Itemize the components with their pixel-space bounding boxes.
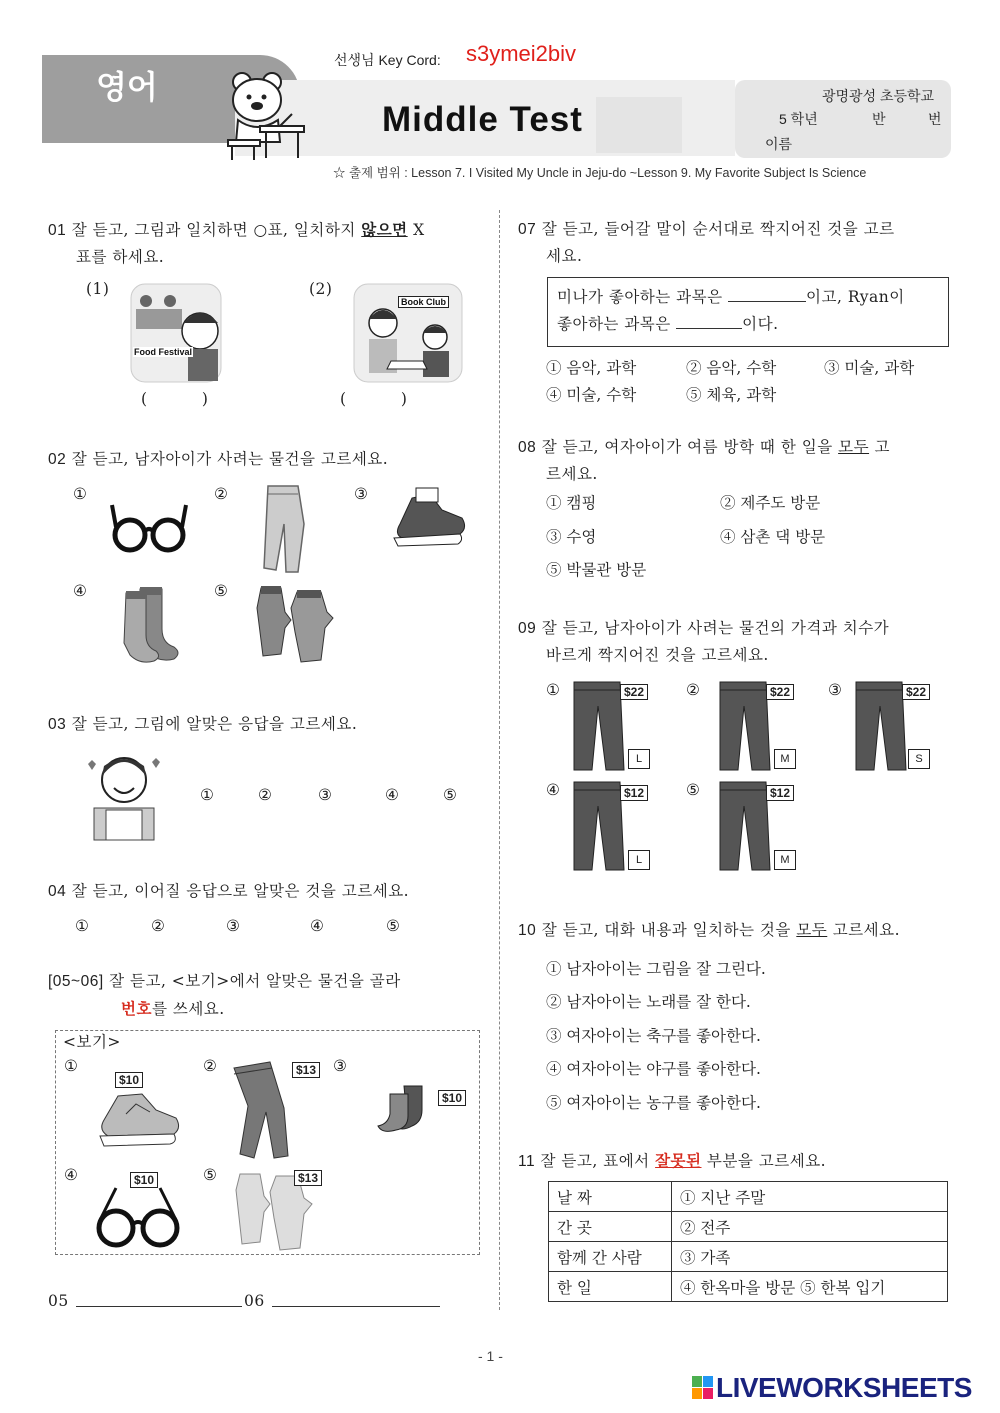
q07-sentence-line-2: 좋아하는 과목은 이다. [557, 311, 779, 338]
q01-answer-1[interactable]: ( ) [141, 390, 209, 408]
answer-05-blank[interactable] [76, 1306, 242, 1307]
table-key: 한 일 [549, 1272, 672, 1302]
jeans-price-5: $12 [766, 785, 794, 801]
q09-choice-2[interactable]: ② [686, 681, 701, 699]
q08-option-2[interactable]: ② 제주도 방문 [720, 494, 821, 512]
key-code-label: 선생님 Key Cord: [334, 52, 441, 68]
food-festival-picture [130, 283, 222, 383]
gloves-icon [251, 584, 335, 666]
q03-choice-1[interactable]: ① [200, 786, 215, 804]
liveworksheets-brand[interactable]: LIVEWORKSHEETS [716, 1372, 972, 1403]
q04-prompt: 04 잘 듣고, 이어질 응답으로 알맞은 것을 고르세요. [48, 882, 410, 900]
price-tag-1: $10 [115, 1072, 143, 1088]
q08-emphasis: 모두 [838, 438, 870, 456]
number-label: 번 [928, 111, 942, 127]
table-key: 간 곳 [549, 1212, 672, 1242]
q04-choice-2[interactable]: ② [151, 917, 166, 935]
q07-option-1[interactable]: ① 음악, 과학 [546, 359, 637, 377]
q04-choice-5[interactable]: ⑤ [386, 917, 401, 935]
sneakers-icon [390, 484, 470, 556]
q07-blank-2[interactable] [676, 312, 742, 329]
q10-option-1[interactable]: ① 남자아이는 그림을 잘 그린다. [546, 960, 766, 978]
grade-label: 5 학년 [779, 111, 818, 127]
table-row [549, 1242, 948, 1272]
q08-prompt: 08 잘 듣고, 여자아이가 여름 방학 때 한 일을 모두 고 르세요. [518, 438, 890, 483]
q02-choice-2[interactable]: ② [214, 485, 229, 503]
answer-06-label: 06 [244, 1292, 265, 1310]
table-value[interactable]: ③ 가족 [672, 1242, 948, 1272]
example-box-title: <보기> [63, 1033, 121, 1051]
jeans-size-2: M [774, 749, 796, 769]
exam-scope: ☆ 출제 범위 : Lesson 7. I Visited My Uncle in Jeju-do ~Lesson 9. My Favorite Subject Is Science [333, 166, 867, 180]
q08-option-1[interactable]: ① 캠핑 [546, 494, 597, 512]
answer-05-label: 05 [48, 1292, 69, 1310]
bear-mascot-icon [220, 70, 310, 162]
q10-option-2[interactable]: ② 남자아이는 노래를 잘 한다. [546, 993, 751, 1011]
q01-answer-2[interactable]: ( ) [340, 390, 408, 408]
q02-choice-4[interactable]: ④ [73, 582, 88, 600]
jeans-size-4: L [628, 850, 650, 870]
book-club-caption: Book Club [398, 296, 449, 308]
q03-choice-4[interactable]: ④ [385, 786, 400, 804]
example-choice-5: ⑤ [203, 1166, 218, 1184]
q02-choice-5[interactable]: ⑤ [214, 582, 229, 600]
table-row [549, 1182, 948, 1212]
example-choice-4: ④ [64, 1166, 79, 1184]
name-label: 이름 [765, 136, 793, 152]
price-tag-2: $13 [292, 1062, 320, 1078]
q09-prompt: 09 잘 듣고, 남자아이가 사려는 물건의 가격과 치수가 바르게 짝지어진 것을 고르세요. [518, 619, 890, 664]
q03-prompt: 03 잘 듣고, 그림에 알맞은 응답을 고르세요. [48, 715, 358, 733]
jeans-price-3: $22 [902, 684, 930, 700]
table-key: 함께 간 사람 [549, 1242, 672, 1272]
q01-number: 01 [48, 222, 67, 239]
boy-with-book-picture [78, 748, 170, 844]
food-festival-caption: Food Festival [134, 347, 193, 357]
table-key: 날 짜 [549, 1182, 672, 1212]
socks-icon [112, 585, 184, 665]
q07-option-3[interactable]: ③ 미술, 과학 [824, 359, 915, 377]
jeans-size-1: L [628, 749, 650, 769]
q10-emphasis: 모두 [796, 921, 828, 939]
q10-option-3[interactable]: ③ 여자아이는 축구를 좋아한다. [546, 1027, 761, 1045]
price-tag-3: $10 [438, 1090, 466, 1106]
q08-option-4[interactable]: ④ 삼촌 댁 방문 [720, 528, 826, 546]
glasses-icon [96, 1178, 180, 1254]
table-row [549, 1272, 948, 1302]
liveworksheets-logo-icon [692, 1376, 714, 1400]
q07-prompt: 07 잘 듣고, 들어갈 말이 순서대로 짝지어진 것을 고르 세요. [518, 220, 895, 265]
q07-sentence-line-1: 미나가 좋아하는 과목은 이고, Ryan이 [557, 284, 905, 311]
socks-icon [374, 1080, 438, 1136]
example-choice-2: ② [203, 1057, 218, 1075]
q09-choice-3[interactable]: ③ [828, 681, 843, 699]
q10-prompt: 10 잘 듣고, 대화 내용과 일치하는 것을 모두 고르세요. [518, 921, 901, 939]
q0506-red-word: 번호 [121, 999, 152, 1018]
jeans-size-3: S [908, 749, 930, 769]
q09-choice-4[interactable]: ④ [546, 781, 561, 799]
pants-icon [262, 484, 320, 574]
class-label: 반 [872, 111, 886, 127]
q07-blank-1[interactable] [728, 285, 806, 302]
jeans-price-2: $22 [766, 684, 794, 700]
q04-choice-1[interactable]: ① [75, 917, 90, 935]
answer-06-blank[interactable] [272, 1306, 440, 1307]
key-code-value[interactable]: s3ymei2biv [466, 41, 577, 66]
subject-label: 영어 [96, 69, 158, 105]
q01-label-1: (1) [86, 280, 110, 298]
q01-prompt: 01 잘 듣고, 그림과 일치하면 ○표, 일치하지 않으면 X 표를 하세요. [48, 220, 425, 266]
table-value[interactable]: ② 전주 [672, 1212, 948, 1242]
q07-option-4[interactable]: ④ 미술, 수학 [546, 386, 637, 404]
table-value[interactable]: ① 지난 주말 [672, 1182, 948, 1212]
q08-option-5[interactable]: ⑤ 박물관 방문 [546, 561, 647, 579]
jeans-size-5: M [774, 850, 796, 870]
q03-choice-3[interactable]: ③ [318, 786, 333, 804]
q11-prompt: 11 잘 듣고, 표에서 잘못된 부분을 고르세요. [518, 1151, 827, 1170]
q08-option-3[interactable]: ③ 수영 [546, 528, 597, 546]
q07-option-5[interactable]: ⑤ 체육, 과학 [686, 386, 777, 404]
q09-choice-1[interactable]: ① [546, 681, 561, 699]
q04-choice-3[interactable]: ③ [226, 917, 241, 935]
q11-table [548, 1181, 948, 1302]
q09-choice-5[interactable]: ⑤ [686, 781, 701, 799]
q01-label-2: (2) [309, 280, 333, 298]
glasses-icon [110, 497, 188, 557]
q01-emphasis: 않으면 [361, 220, 408, 239]
jeans-price-4: $12 [620, 785, 648, 801]
price-tag-4: $10 [130, 1172, 158, 1188]
sneakers-icon [96, 1080, 186, 1150]
q10-option-4[interactable]: ④ 여자아이는 야구를 좋아한다. [546, 1060, 761, 1078]
q02-choice-3[interactable]: ③ [354, 485, 369, 503]
jeans-price-1: $22 [620, 684, 648, 700]
q03-choice-5[interactable]: ⑤ [443, 786, 458, 804]
table-row [549, 1212, 948, 1242]
q10-option-5[interactable]: ⑤ 여자아이는 농구를 좋아한다. [546, 1094, 761, 1112]
title-blank-box [596, 97, 682, 153]
q02-prompt: 02 잘 듣고, 남자아이가 사려는 물건을 고르세요. [48, 450, 389, 468]
q0506-prompt: [05~06] 잘 듣고, <보기>에서 알맞은 물건을 골라 번호를 쓰세요. [48, 972, 401, 1018]
example-choice-1: ① [64, 1057, 79, 1075]
pants-icon [230, 1060, 300, 1162]
column-divider [499, 210, 500, 1310]
page-title: Middle Test [382, 100, 583, 139]
q02-choice-1[interactable]: ① [73, 485, 88, 503]
price-tag-5: $13 [294, 1170, 322, 1186]
school-name: 광명광성 초등학교 [822, 88, 935, 104]
q07-option-2[interactable]: ② 음악, 수학 [686, 359, 777, 377]
q11-red-word: 잘못된 [655, 1151, 702, 1170]
example-choice-3: ③ [333, 1057, 348, 1075]
page-number: - 1 - [478, 1348, 503, 1364]
table-value[interactable]: ④ 한옥마을 방문 ⑤ 한복 입기 [672, 1272, 948, 1302]
q04-choice-4[interactable]: ④ [310, 917, 325, 935]
q03-choice-2[interactable]: ② [258, 786, 273, 804]
